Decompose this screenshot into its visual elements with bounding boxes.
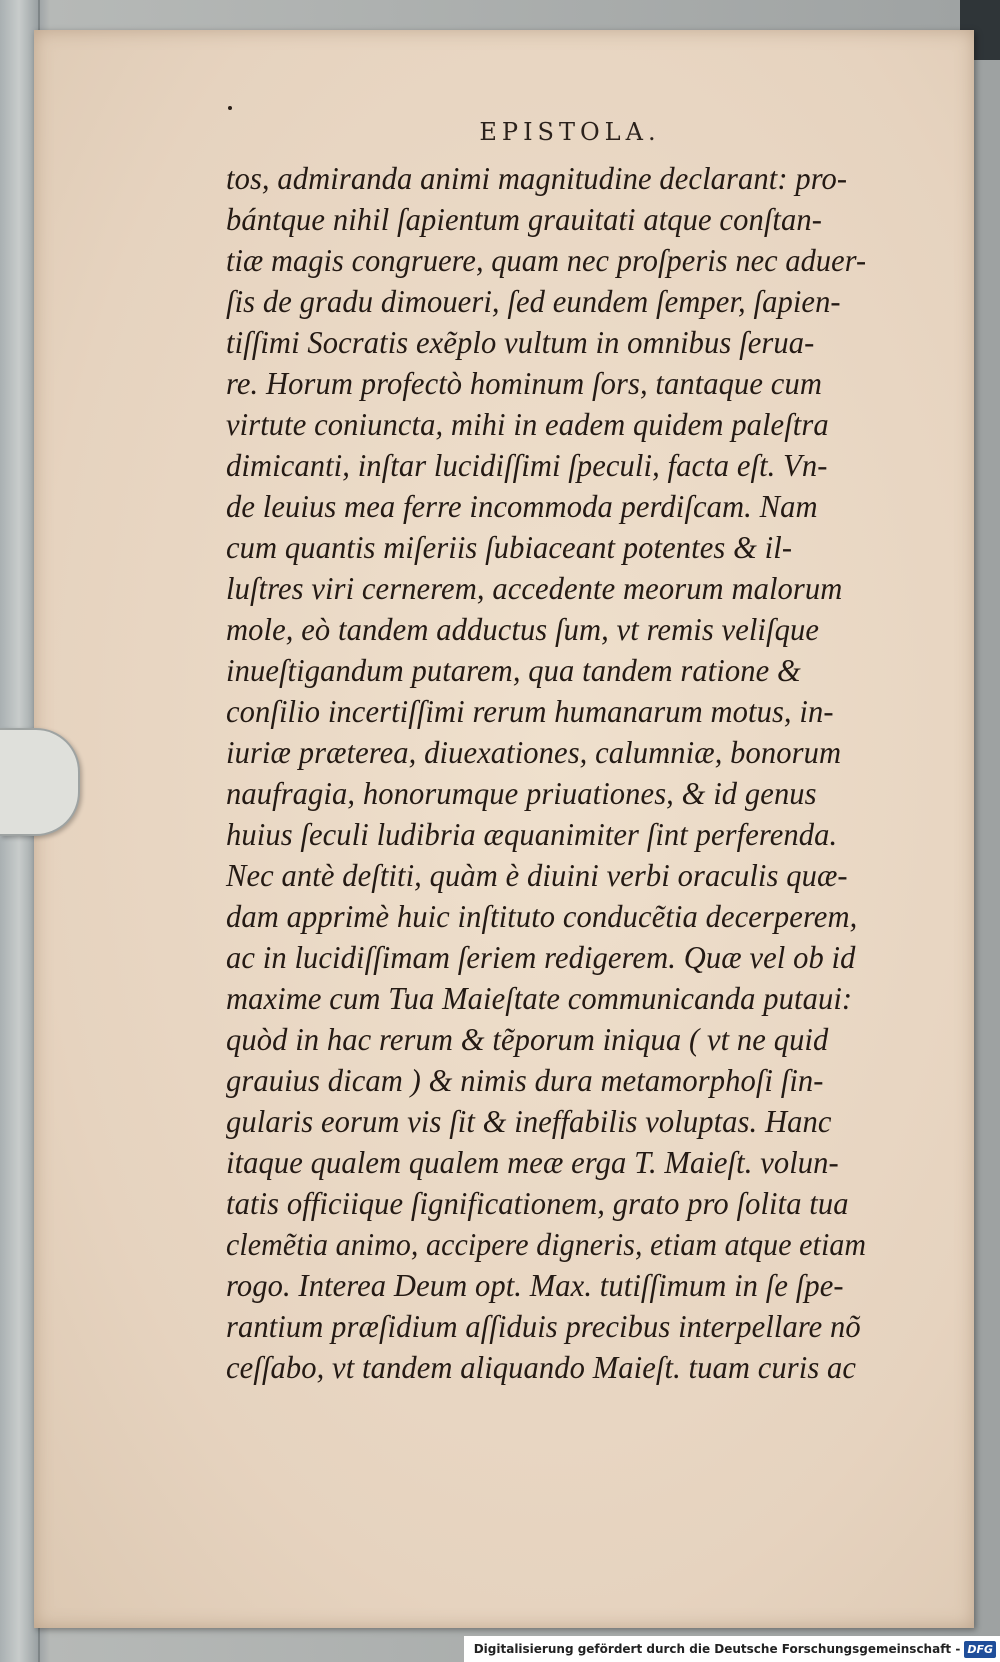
text-line: de leuius mea ferre incommoda perdiſcam. Nam [226,489,818,524]
text-line: tatis officiique ſignificationem, grato pro ſolita tua [226,1186,849,1221]
text-line: rogo. Interea Deum opt. Max. tutiſſimum in ſe ſpe- [226,1268,844,1303]
text-line: quòd in hac rerum & tẽporum iniqua ( vt ne quid [226,1022,829,1057]
text-line: grauius dicam ) & nimis dura metamorphoſi ſin- [226,1063,824,1098]
body-text [226,158,886,1388]
text-line: cum quantis miſeriis ſubiaceant potentes & il- [226,530,793,565]
ink-speck [228,106,232,110]
text-line: huius ſeculi ludibria æquanimiter ſint perferenda. [226,817,838,852]
text-line: virtute coniuncta, mihi in eadem quidem paleſtra [226,407,829,442]
text-line: naufragia, honorumque priuationes, & id genus [226,776,817,811]
text-line: gularis eorum vis ſit & ineffabilis voluptas. Hanc [226,1104,832,1139]
text-line: tiſſimi Socratis exẽplo vultum in omnibus ſerua- [226,325,815,360]
text-line: tos, admiranda animi magnitudine declarant: pro- [226,161,848,196]
text-line: maxime cum Tua Maieſtate communicanda putaui: [226,981,853,1016]
text-line: luſtres viri cernerem, accedente meorum malorum [226,571,843,606]
text-line: mole, eò tandem adductus ſum, vt remis veliſque [226,612,819,647]
digitization-footer [464,1636,1000,1662]
text-line: ceſſabo, vt tandem aliquando Maieſt. tuam curis ac [226,1350,857,1385]
text-line: ſis de gradu dimoueri, ſed eundem ſemper, ſapien- [226,284,841,319]
page-clip-tab [0,728,80,836]
dfg-logo-icon: DFG [964,1641,996,1658]
text-line: conſilio incertiſſimi rerum humanarum motus, in- [226,694,834,729]
text-line: bántque nihil ſapientum grauitati atque conſtan- [226,202,822,237]
text-line: re. Horum profectò hominum ſors, tantaque cum [226,366,822,401]
text-line: dimicanti, inſtar lucidiſſimi ſpeculi, facta eſt. Vn- [226,448,828,483]
text-line: iuriæ præterea, diuexationes, calumniæ, bonorum [226,735,842,770]
text-line: tiæ magis congruere, quam nec proſperis nec aduer- [226,243,867,278]
text-line: dam apprimè huic inſtituto conducẽtia decerperem, [226,899,858,934]
text-line: rantium præſidium aſſiduis precibus interpellare nõ [226,1309,861,1344]
text-line: ac in lucidiſſimam ſeriem redigerem. Quæ vel ob id [226,940,856,975]
text-line: itaque qualem qualem meæ erga T. Maieſt. volun- [226,1145,839,1180]
text-line: inueſtigandum putarem, qua tandem ratione & [226,653,801,688]
text-line: clemẽtia animo, accipere digneris, etiam atque etiam [226,1227,867,1262]
text-line: Nec antè deſtiti, quàm è diuini verbi oraculis quæ- [226,858,848,893]
footer-credit-text: Digitalisierung gefördert durch die Deutsche Forschungsgemeinschaft - [473,1642,961,1656]
running-head: EPISTOLA. [479,118,661,146]
